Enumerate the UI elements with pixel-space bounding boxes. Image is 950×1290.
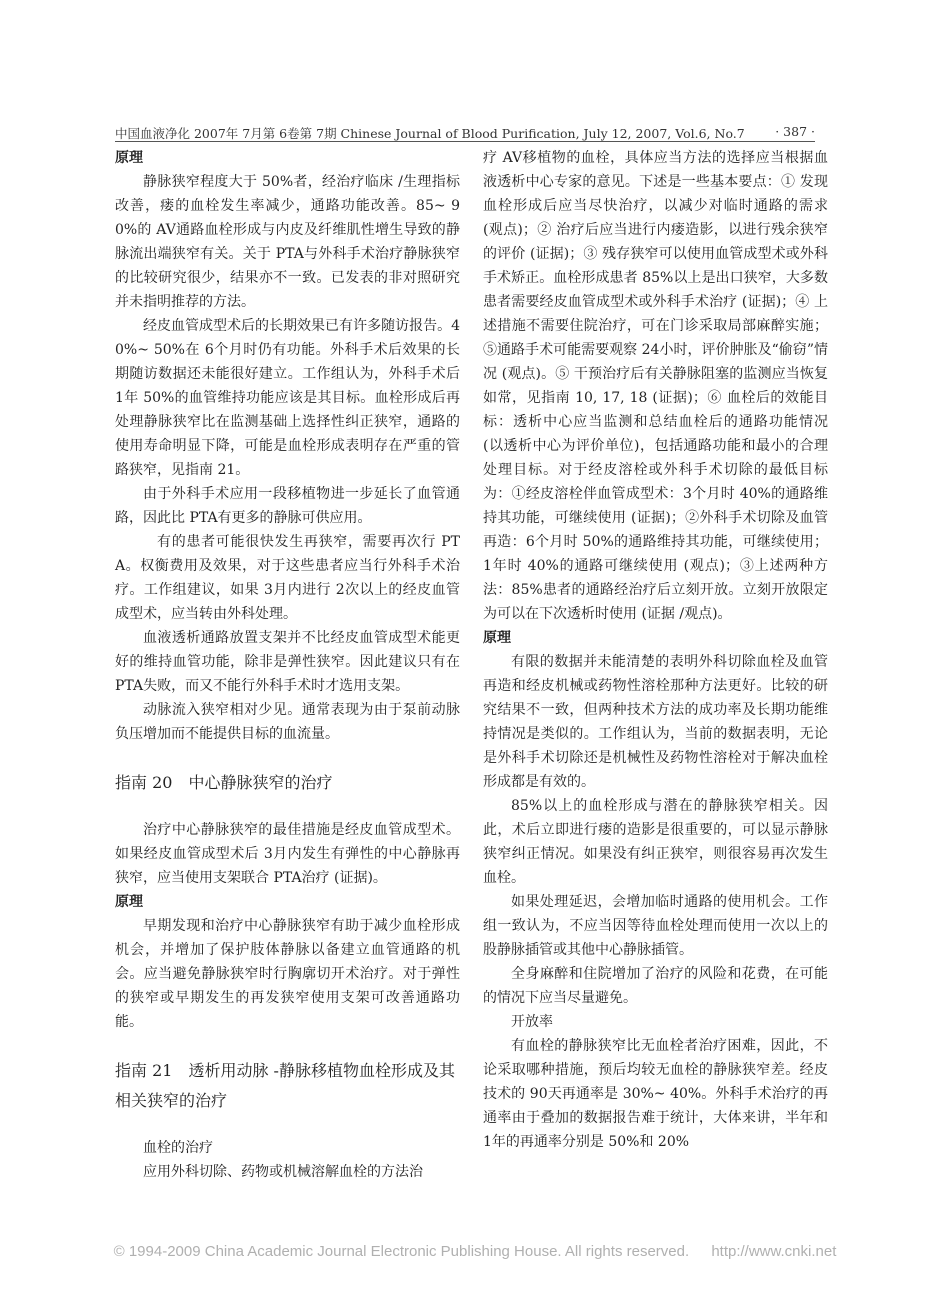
copyright-text: © 1994-2009 China Academic Journal Electronic Publishing House. All rights reserved. [113, 1243, 690, 1260]
page-number: · 387 · [775, 124, 815, 139]
paragraph: 动脉流入狭窄相对少见。通常表现为由于泵前动脉负压增加而不能提供目标的血流量。 [115, 702, 460, 742]
guideline-20-heading: 指南 20 中心静脉狭窄的治疗 [115, 773, 333, 792]
paragraph: 由于外科手术应用一段移植物进一步延长了血管通路，因此比 PTA有更多的静脉可供应用。 [115, 486, 460, 526]
right-column [483, 146, 828, 1154]
paragraph: 血液透析通路放置支架并不比经皮血管成型术能更好的维持血管功能，除非是弹性狭窄。因此建议只有在 PTA失败，而又不能行外科手术时才选用支架。 [115, 630, 460, 694]
header-divider [115, 141, 815, 142]
subheading-thrombus-treatment: 血栓的治疗 [143, 1140, 213, 1156]
journal-info: 中国血液净化 2007年 7月第 6卷第 7期 Chinese Journal of Blood Purification, July 12, 2007, Vol.6, No.7 [115, 126, 745, 141]
rationale-label: 原理 [115, 894, 143, 910]
paragraph: 治疗中心静脉狭窄的最佳措施是经皮血管成型术。如果经皮血管成型术后 3月内发生有弹性的中心静脉再狭窄，应当使用支架联合 PTA治疗 (证据)。 [115, 822, 460, 886]
paragraph: 全身麻醉和住院增加了治疗的风险和花费，在可能的情况下应当尽量避免。 [483, 966, 828, 1006]
cnki-link[interactable]: http://www.cnki.net [711, 1243, 837, 1260]
left-column [115, 146, 460, 1184]
paragraph: 早期发现和治疗中心静脉狭窄有助于减少血栓形成机会，并增加了保护肢体静脉以备建立血管通路的机会。应当避免静脉狭窄时行胸廓切开术治疗。对于弹性的狭窄或早期发生的再发狭窄使用支架可改善通路功能。 [115, 918, 460, 1030]
paragraph: 有限的数据并未能清楚的表明外科切除血栓及血管再造和经皮机械或药物性溶栓那种方法更好。比较的研究结果不一致，但两种技术方法的成功率及长期功能维持情况是类似的。工作组认为，当前的数据表明，无论是外科手术切除还是机械性及药物性溶栓对于解决血栓形成都是有效的。 [483, 654, 828, 790]
running-header [115, 124, 815, 142]
rationale-label: 原理 [115, 150, 143, 166]
paragraph: 应用外科切除、药物或机械溶解血栓的方法治 [143, 1164, 423, 1180]
rationale-label: 原理 [483, 630, 511, 646]
paragraph: 85%以上的血栓形成与潜在的静脉狭窄相关。因此，术后立即进行瘘的造影是很重要的，可以显示静脉狭窄纠正情况。如果没有纠正狭窄，则很容易再次发生血栓。 [483, 798, 828, 886]
paragraph: 如果处理延迟，会增加临时通路的使用机会。工作组一致认为，不应当因等待血栓处理而使用一次以上的股静脉插管或其他中心静脉插管。 [483, 894, 828, 958]
guideline-21-heading: 指南 21 透析用动脉 -静脉移植物血栓形成及其相关狭窄的治疗 [115, 1061, 455, 1110]
copyright-footer [0, 1243, 950, 1260]
paragraph: 经皮血管成型术后的长期效果已有许多随访报告。40%~ 50%在 6个月时仍有功能。外科手术后效果的长期随访数据还未能很好建立。工作组认为，外科手术后 1年 50%的血管维持功能应该是其目标。血栓形成后再处理静脉狭窄比在监测基础上选择性纠正狭窄，通路的使用寿命明显下降，可能是血栓形成表明存在严重的管路狭窄，见指南 21。 [115, 318, 460, 478]
subheading-patency-rate: 开放率 [511, 1014, 553, 1030]
paragraph: 静脉狭窄程度大于 50%者，经治疗临床 /生理指标改善，瘘的血栓发生率减少，通路功能改善。85~ 90%的 AV通路血栓形成与内皮及纤维肌性增生导致的静脉流出端狭窄有关。关于 PTA与外科手术治疗静脉狭窄的比较研究很少，结果亦不一致。已发表的非对照研究并未指明推荐的方法。 [115, 174, 460, 310]
paragraph: 有血栓的静脉狭窄比无血栓者治疗困难，因此，不论采取哪种措施，预后均较无血栓的静脉狭窄差。经皮技术的 90天再通率是 30%~ 40%。外科手术治疗的再通率由于叠加的数据报告难于统计，大体来讲，半年和 1年的再通率分别是 50%和 20% [483, 1038, 828, 1150]
paragraph: 有的患者可能很快发生再狭窄，需要再次行 PTA。权衡费用及效果，对于这些患者应当行外科手术治疗。工作组建议，如果 3月内进行 2次以上的经皮血管成型术，应当转由外科处理。 [115, 534, 460, 622]
paragraph: 疗 AV移植物的血栓，具体应当方法的选择应当根据血液透析中心专家的意见。下述是一些基本要点：① 发现血栓形成后应当尽快治疗，以减少对临时通路的需求 (观点)；② 治疗后应当进行内瘘造影，以进行残余狭窄的评价 (证据)；③ 残存狭窄可以使用血管成型术或外科手术矫正。血栓形成患者 85%以上是出口狭窄，大多数患者需要经皮血管成型术或外科手术治疗 (证据)；④ 上述措施不需要住院治疗，可在门诊采取局部麻醉实施；⑤通路手术可能需要观察 24小时，评价肿胀及“偷窃”情况 (观点)。⑤ 干预治疗后有关静脉阻塞的监测应当恢复如常，见指南 10, 17, 18 (证据)；⑥ 血栓后的效能目标：透析中心应当监测和总结血栓后的通路功能情况 (以透析中心为评价单位)，包括通路功能和最小的合理处理目标。对于经皮溶栓或外科手术切除的最低目标为：①经皮溶栓伴血管成型术：3个月时 40%的通路维持其功能，可继续使用 (证据)；②外科手术切除及血管再造：6个月时 50%的通路维持其功能，可继续使用；1年时 40%的通路可继续使用 (观点)；③上述两种方法：85%患者的通路经治疗后立刻开放。立刻开放限定为可以在下次透析时使用 (证据 /观点)。 [483, 150, 828, 622]
